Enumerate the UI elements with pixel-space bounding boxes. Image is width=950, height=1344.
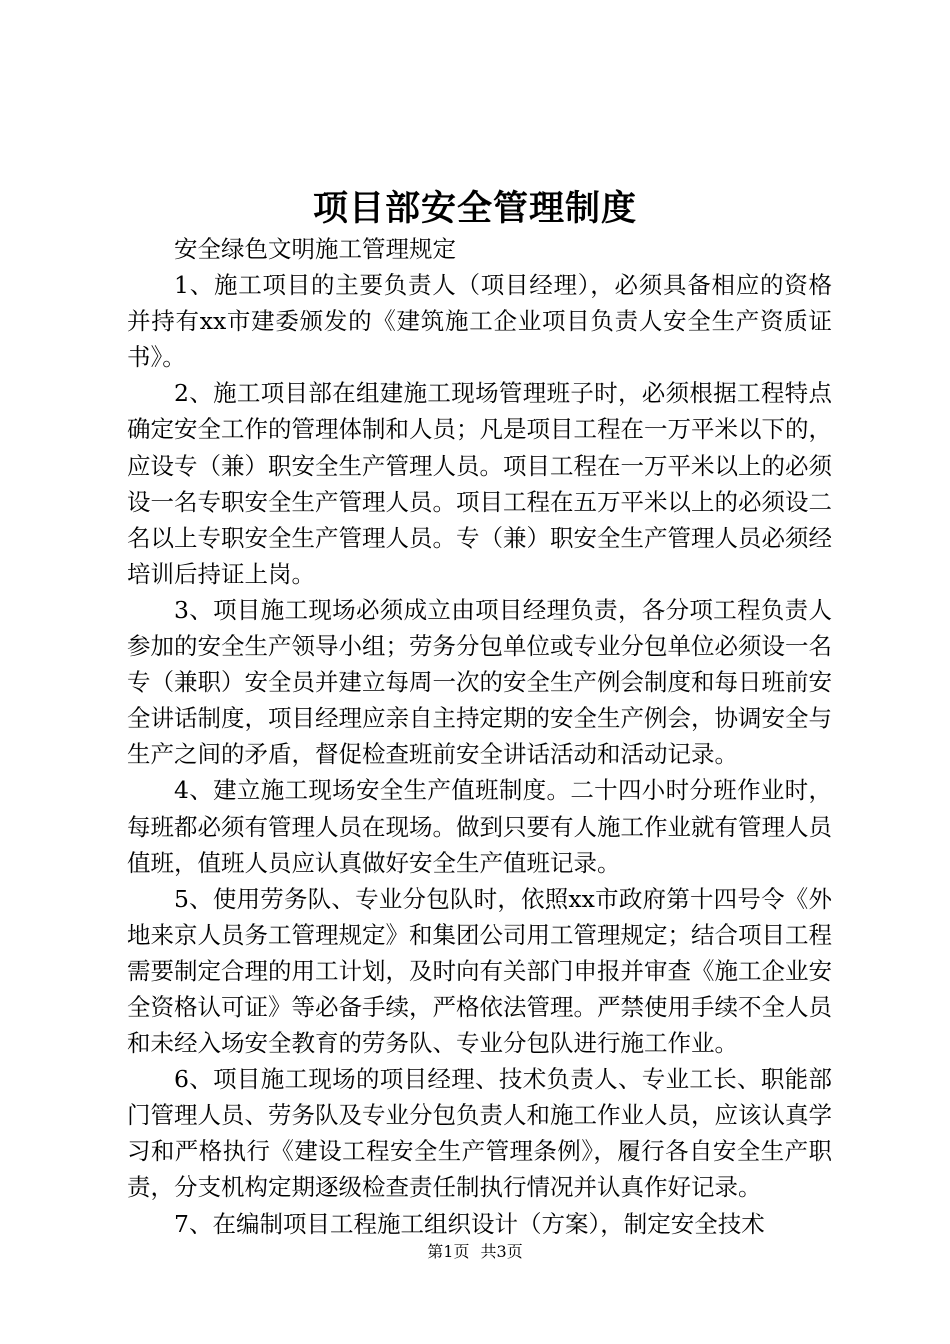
paragraph-7: 7、在编制项目工程施工组织设计（方案），制定安全技术 [174,1209,765,1238]
paragraph-5: 5、使用劳务队、专业分包队时，依照xx市政府第十四号令《外地来京人员务工管理规定》和集团公司用工管理规定；结合项目工程需要制定合理的用工计划，及时向有关部门申报并审查《施工企业安全资格认可证》等必备手续，严格依法管理。严禁使用手续不全人员和未经入场安全教育的劳务队、专业分包队进行施工作业。 [127,884,832,1058]
document-body [127,231,832,1242]
section-heading: 安全绿色文明施工管理规定 [174,235,456,263]
paragraph-1: 1、施工项目的主要负责人（项目经理），必须具备相应的资格并持有xx市建委颁发的《建筑施工企业项目负责人安全生产资质证书》。 [127,271,832,372]
paragraph-3: 3、项目施工现场必须成立由项目经理负责，各分项工程负责人参加的安全生产领导小组；劳务分包单位或专业分包单位必须设一名专（兼职）安全员并建立每周一次的安全生产例会制度和每日班前安全讲话制度，项目经理应亲自主持定期的安全生产例会，协调安全与生产之间的矛盾，督促检查班前安全讲话活动和活动记录。 [127,595,832,769]
paragraph-6: 6、项目施工现场的项目经理、技术负责人、专业工长、职能部门管理人员、劳务队及专业分包负责人和施工作业人员，应该认真学习和严格执行《建设工程安全生产管理条例》，履行各自安全生产职责，分支机构定期逐级检查责任制执行情况并认真作好记录。 [127,1065,832,1202]
page-number-footer: 第1页 共3页 [427,1242,523,1261]
paragraph-4: 4、建立施工现场安全生产值班制度。二十四小时分班作业时，每班都必须有管理人员在现场。做到只要有人施工作业就有管理人员值班，值班人员应认真做好安全生产值班记录。 [127,776,832,877]
paragraph-2: 2、施工项目部在组建施工现场管理班子时，必须根据工程特点确定安全工作的管理体制和人员；凡是项目工程在一万平米以下的，应设专（兼）职安全生产管理人员。项目工程在一万平米以上的必须设一名专职安全生产管理人员。项目工程在五万平米以上的必须设二名以上专职安全生产管理人员。专（兼）职安全生产管理人员必须经培训后持证上岗。 [127,379,832,588]
document-title: 项目部安全管理制度 [312,188,637,229]
